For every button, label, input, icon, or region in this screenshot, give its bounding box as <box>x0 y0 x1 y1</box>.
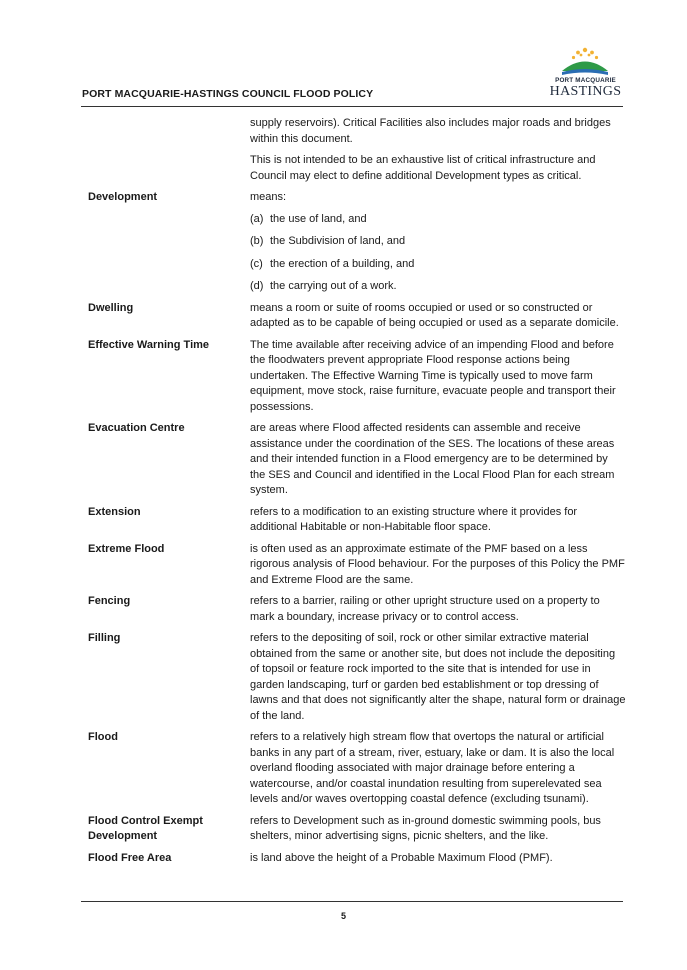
definition-text <box>250 116 626 184</box>
definition-flood <box>88 730 628 808</box>
footer-divider <box>81 901 623 902</box>
definition-term: Development <box>88 191 158 203</box>
list-item <box>250 234 626 250</box>
definition-filling <box>88 631 628 724</box>
definition-term: Extreme Flood <box>88 542 165 555</box>
definition-text <box>250 190 626 295</box>
header-divider <box>81 106 623 107</box>
logo-text-top: PORT MACQUARIE <box>555 77 616 84</box>
list-item-text: the use of land, and <box>270 212 367 225</box>
definition-text: are areas where Flood affected residents can assemble and receive assistance under the coordination of the SES. The locations of these areas and their intended function in a Flood emergency are to be determined by the SES and Council and identified in the Local Flood Plan for each stream system. <box>250 422 615 496</box>
council-logo <box>548 44 623 100</box>
definition-text: is land above the height of a Probable Maximum Flood (PMF). <box>250 851 553 864</box>
definition-continuation <box>88 116 628 184</box>
definition-evacuation-centre <box>88 421 628 499</box>
definition-text: refers to Development such as in-ground domestic swimming pools, bus shelters, minor advertising signs, picnic shelters, and the like. <box>250 814 601 842</box>
definition-term: Filling <box>88 632 121 644</box>
list-item-text: the Subdivision of land, and <box>270 235 406 247</box>
definition-text: is often used as an approximate estimate of the PMF based on a less rigorous analysis of Flood behaviour. For the purposes of this Policy the PMF and Extreme Flood are the same. <box>250 542 625 586</box>
definition-fencing <box>88 594 628 625</box>
definition-intro: means: <box>250 191 287 203</box>
definition-term-empty <box>88 116 250 184</box>
definition-flood-free-area <box>88 851 628 867</box>
list-item-label: (a) <box>250 212 264 225</box>
list-item-label: (d) <box>250 280 264 292</box>
continuation-paragraph: supply reservoirs). Critical Facilities also includes major roads and bridges within this document. <box>250 117 611 145</box>
definition-term: Effective Warning Time <box>88 338 210 351</box>
definition-term: Flood Control Exempt Development <box>88 814 203 842</box>
list-item-text: the erection of a building, and <box>270 257 415 270</box>
logo-text-main: HASTINGS <box>549 84 622 99</box>
definition-text: The time available after receiving advice of an impending Flood and before the floodwaters prevent appropriate Flood response actions being undertaken. The Effective Warning Time is typically used to move farm equipment, move stock, raise furniture, evacuate people and transport their possessions. <box>250 338 616 413</box>
definition-text: refers to a barrier, railing or other upright structure used on a property to mark a boundary, increase privacy or to control access. <box>250 595 600 623</box>
definition-dwelling <box>88 301 628 332</box>
definition-term: Flood Free Area <box>88 851 172 864</box>
definitions-list <box>88 116 628 872</box>
logo-emblem-icon <box>548 44 623 78</box>
definition-development <box>88 190 628 295</box>
definition-extension <box>88 505 628 536</box>
definition-text: refers to a modification to an existing structure where it provides for additional Habitable or non-Habitable floor space. <box>250 505 578 533</box>
definition-flood-control-exempt-development <box>88 814 628 845</box>
definition-term: Extension <box>88 505 141 518</box>
definition-text: refers to a relatively high stream flow that overtops the natural or artificial banks in any part of a stream, river, estuary, lake or dam. It is also the local overland flooding associated with major drainage before entering a watercourse, and/or coastal inundation resulting from superelevated sea levels and/or waves overtopping coastal defence (excluding tsunami). <box>250 731 615 805</box>
continuation-paragraph: This is not intended to be an exhaustive list of critical infrastructure and Council may elect to define additional Development types as critical. <box>250 154 596 182</box>
list-item-label: (c) <box>250 257 263 270</box>
list-item-text: the carrying out of a work. <box>270 280 397 292</box>
list-item <box>250 279 626 295</box>
definition-term: Fencing <box>88 595 131 607</box>
definition-term: Dwelling <box>88 301 134 314</box>
definition-extreme-flood <box>88 542 628 589</box>
list-item <box>250 257 626 273</box>
definition-term: Evacuation Centre <box>88 422 185 434</box>
list-item <box>250 212 626 228</box>
list-item-label: (b) <box>250 235 264 247</box>
document-header-title: PORT MACQUARIE-HASTINGS COUNCIL FLOOD POLICY <box>82 88 374 100</box>
definition-term: Flood <box>88 731 118 743</box>
definition-text: means a room or suite of rooms occupied or used or so constructed or adapted as to be capable of being occupied or used as a separate domicile. <box>250 301 619 329</box>
definition-text: refers to the depositing of soil, rock or other similar extractive material obtained from the same or another site, but does not include the depositing of topsoil or feature rock imported to the site that is intended for use in garden landscaping, turf or garden bed establishment or top dressing of lawns and that does not significantly alter the shape, natural form or drainage of the land. <box>250 632 626 722</box>
page-number: 5 <box>340 911 346 921</box>
definition-effective-warning-time <box>88 338 628 416</box>
